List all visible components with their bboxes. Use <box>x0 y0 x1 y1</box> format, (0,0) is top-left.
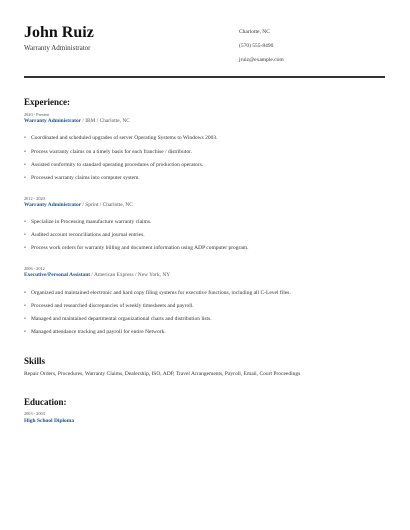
job-bullet: • Processed and researched discrepancies of weekly timesheets and payroll. <box>24 303 194 309</box>
bullet-icon: • <box>24 290 26 296</box>
bullet-icon: • <box>24 149 26 155</box>
job-employer: / Sprint / Charlotte, NC <box>81 202 133 208</box>
experience-heading: Experience: <box>24 97 70 107</box>
job-bullet: • Process warranty claims on a timely basis for each franchise / distributor. <box>24 149 192 155</box>
header-divider <box>24 76 385 78</box>
contact-city: Charlotte, NC <box>239 29 270 35</box>
bullet-icon: • <box>24 135 26 141</box>
bullet-icon: • <box>24 162 26 168</box>
education-dates: 2003 - 2003 <box>24 411 45 416</box>
education-heading: Education: <box>24 397 67 407</box>
bullet-icon: • <box>24 316 26 322</box>
bullet-icon: • <box>24 219 26 225</box>
job-title: Warranty Administrator <box>24 202 82 208</box>
bullet-icon: • <box>24 329 26 335</box>
job-dates: 2012 - 2020 <box>24 196 45 201</box>
job-bullet: • Assisted conformity to standard operating procedures of production operators. <box>24 162 204 168</box>
bullet-icon: • <box>24 303 26 309</box>
job-dates: 2006 - 2012 <box>24 266 45 271</box>
job-bullet: • Managed attendance tracking and payroll for entire Network. <box>24 329 166 335</box>
job-heading <box>24 272 170 278</box>
bullet-icon: • <box>24 175 26 181</box>
job-bullet: • Processed warranty claims into computer system. <box>24 175 140 181</box>
job-employer: / American Express / New York, NY <box>90 272 171 278</box>
job-title: Executive/Personal Assistant <box>24 272 91 278</box>
skills-list: Repair Orders, Procedures, Warranty Claims, Dealership, ISO, ADP, Travel Arrangements, Payroll, Email, Court Proceedings <box>24 371 301 377</box>
candidate-title: Warranty Administrator <box>24 44 91 52</box>
education-degree: High School Diploma <box>24 418 75 424</box>
job-bullet: • Organized and maintained electronic and hard copy filing systems for executive functions, including all C-Level files. <box>24 290 291 296</box>
job-heading <box>24 118 130 124</box>
job-bullet: • Specialize in Processing manufacture warranty claims. <box>24 219 152 225</box>
contact-phone: (570) 555-8490 <box>239 43 274 49</box>
job-employer: / IBM / Charlotte, NC <box>81 118 130 124</box>
bullet-icon: • <box>24 232 26 238</box>
job-bullet: • Process work orders for warranty billing and document information using ADP computer program. <box>24 245 249 251</box>
candidate-name: John Ruiz <box>24 24 94 41</box>
job-dates: 2020 - Present <box>24 112 49 117</box>
job-title: Warranty Administrator <box>24 118 82 124</box>
job-bullet: • Audited account reconciliations and journal entries. <box>24 232 145 238</box>
bullet-icon: • <box>24 245 26 251</box>
job-bullet: • Coordinated and scheduled upgrades of server Operating Systems to Windows 2003. <box>24 135 218 141</box>
skills-heading: Skills <box>24 356 46 366</box>
contact-email: jruiz@example.com <box>239 57 284 63</box>
contact-block <box>239 29 284 71</box>
job-bullet: • Managed and maintained departmental organizational charts and distribution lists. <box>24 316 212 322</box>
job-heading <box>24 202 133 208</box>
